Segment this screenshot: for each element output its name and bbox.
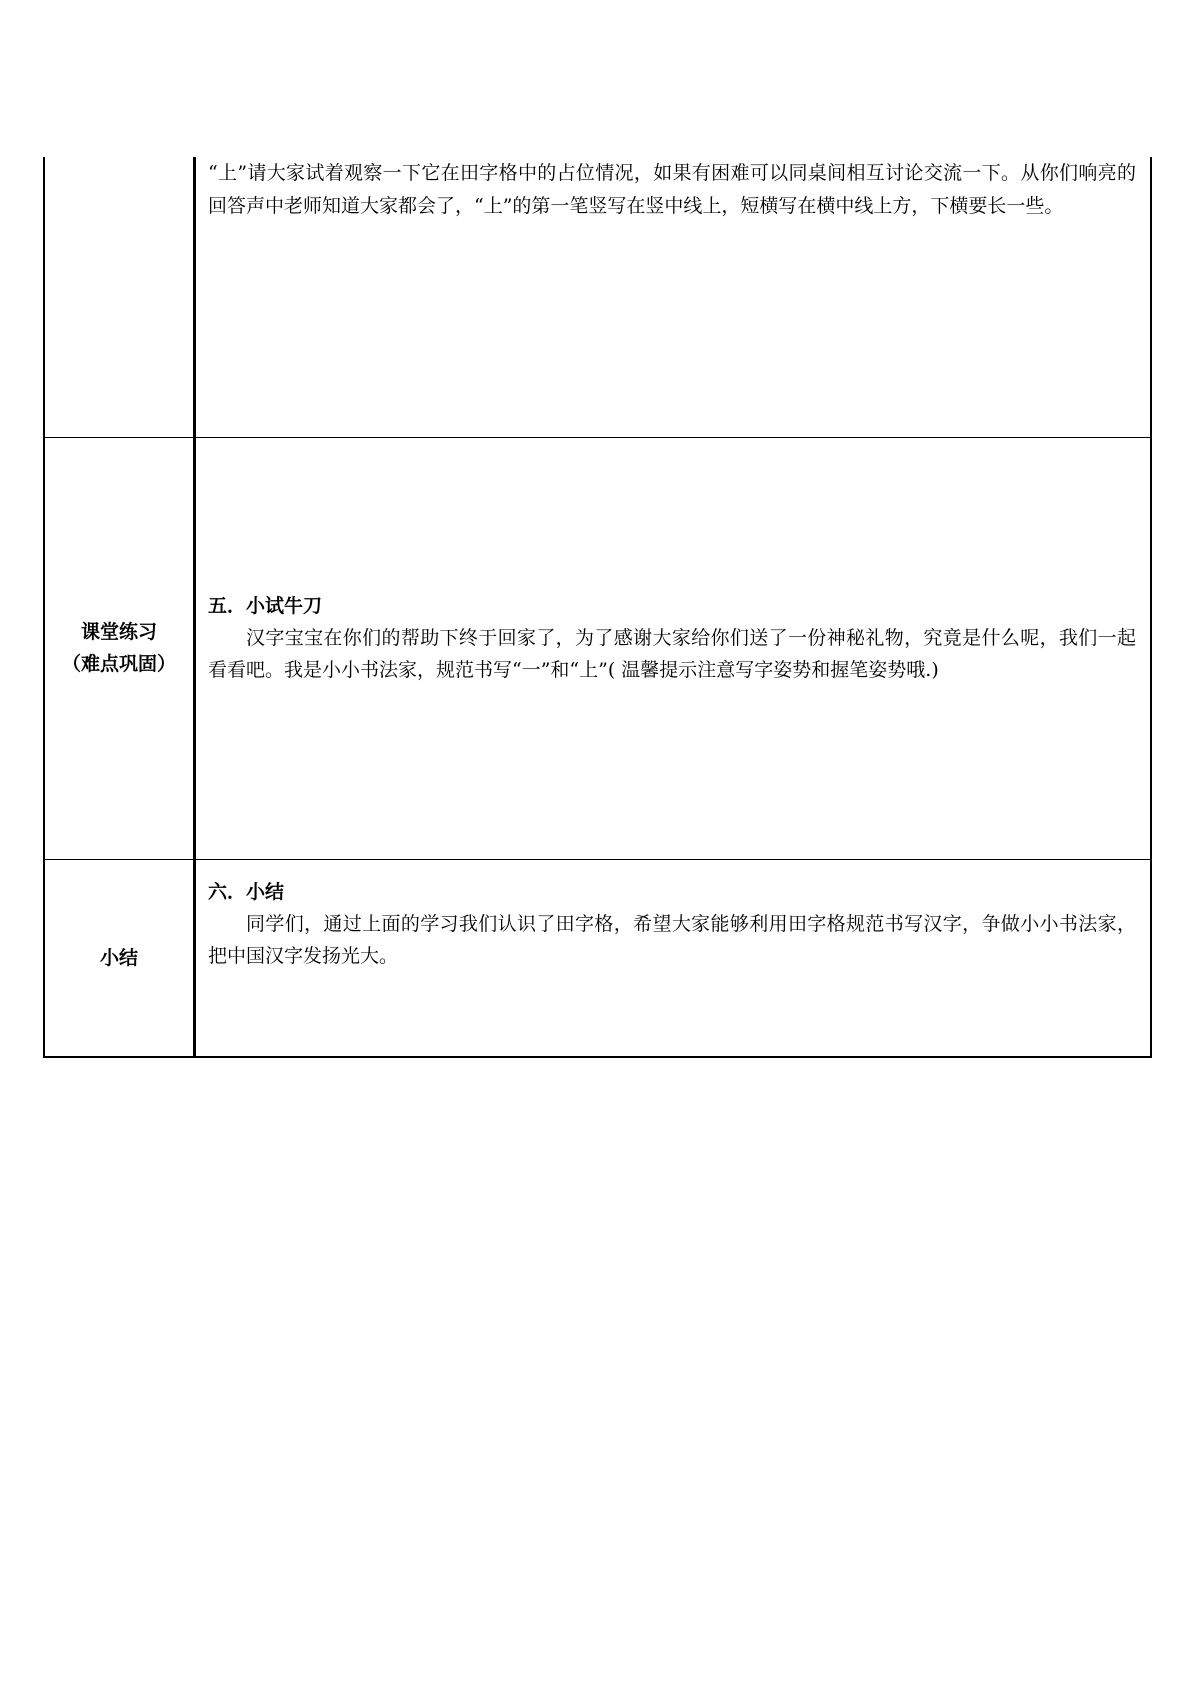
- section-heading: 六．小结: [208, 880, 285, 903]
- row-content-cell: [195, 859, 1152, 1057]
- row-label-cell: [44, 437, 195, 859]
- row-label-sub: （难点巩固）: [61, 653, 176, 675]
- row-label-cell: [44, 157, 195, 437]
- section-paragraph: 汉字宝宝在你们的帮助下终于回家了，为了感谢大家给你们送了一份神秘礼物，究竟是什么呢，我们一起看看吧。我是小小书法家，规范书写“一”和“上”( 温馨提示注意写字姿势和握笔姿势哦.): [208, 626, 1136, 681]
- table-row: [44, 157, 1151, 437]
- section-paragraph: 同学们，通过上面的学习我们认识了田字格，希望大家能够利用田字格规范书写汉字，争做小小书法家，把中国汉字发扬光大。: [208, 912, 1136, 967]
- row-label-cell: [44, 859, 195, 1057]
- continued-paragraph: “上”请大家试着观察一下它在田字格中的占位情况，如果有困难可以同桌间相互讨论交流一下。从你们响亮的回答声中老师知道大家都会了，“上”的第一笔竖写在竖中线上，短横写在横中线上方，下横要长一些。: [208, 162, 1136, 217]
- table-row: [44, 437, 1151, 859]
- table-row: [44, 859, 1151, 1057]
- lesson-plan-table: [43, 157, 1152, 1058]
- row-content-cell: [195, 157, 1152, 437]
- row-content-cell: [195, 437, 1152, 859]
- section-heading: 五．小试牛刀: [208, 594, 323, 617]
- row-label: 课堂练习: [80, 621, 157, 643]
- row-label: 小结: [99, 946, 138, 969]
